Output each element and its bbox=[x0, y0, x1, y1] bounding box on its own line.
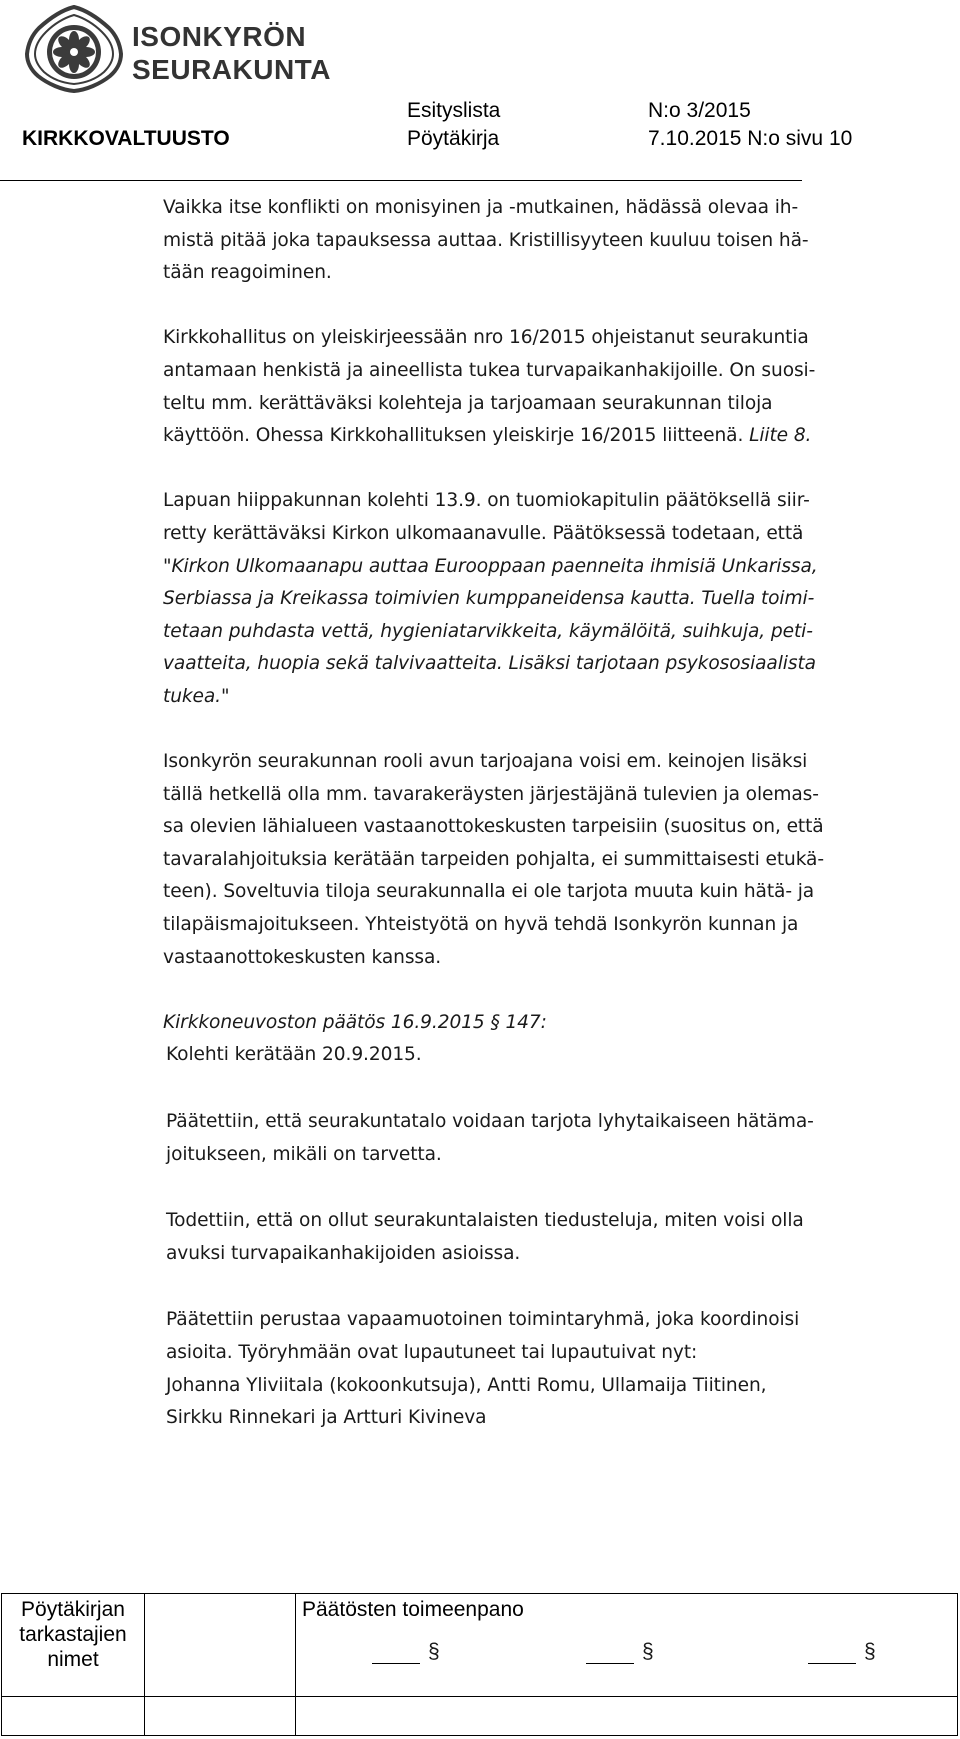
reviewers-label: Pöytäkirjan tarkastajien nimet bbox=[19, 1598, 127, 1671]
collection-quote: Kirkon Ulkomaanapu auttaa Eurooppaan paenneita ihmisiä Unkarissa, Serbiassa ja Kreikassa toimivien kumppaneidensa kautta. Tuella toimi- tetaan puhdasta vettä, hygieniatarvikkeita, käymälöitä, suihkuja, peti- vaatteita, huopia sekä talvivaatteita. Lisäksi tarjotaan psykososiaalista tukea. bbox=[163, 555, 818, 707]
footer-divider-1 bbox=[144, 1594, 145, 1735]
org-name-line2: SEURAKUNTA bbox=[132, 54, 331, 85]
section-field-2[interactable] bbox=[586, 1640, 654, 1664]
section-symbol-1: § bbox=[428, 1640, 440, 1663]
section-blank-1[interactable] bbox=[372, 1643, 420, 1664]
collection-quote-close: " bbox=[221, 685, 230, 707]
section-symbol-2: § bbox=[642, 1640, 654, 1663]
doc-number: N:o 3/2015 bbox=[648, 99, 751, 122]
paragraph-parish-role: Isonkyrön seurakunnan rooli avun tarjoajana voisi em. keinojen lisäksi tällä hetkellä olla mm. tavarakeräysten järjestäjänä tulevien ja olemas- sa olevien lähialueen vastaanottokeskusten tarpeisiin (suositus on, että tavaralahjoituksia kerätään tarpeiden pohjalta, ei summittaisesti etukä- teen). Soveltuvia tiloja seurakunnalla ei ole tarjota muuta kuin hätä- ja tilapäismajoitukseen. Yhteistyötä on hyvä tehdä Isonkyrön kunnan ja vastaanottokeskusten kanssa. bbox=[163, 751, 824, 968]
decision-collection: Kolehti kerätään 20.9.2015. bbox=[166, 1044, 422, 1066]
execution-label: Päätösten toimeenpano bbox=[302, 1598, 524, 1621]
collection-text: Lapuan hiippakunnan kolehti 13.9. on tuomiokapitulin päätöksellä siir- retty kerättäväksi Kirkon ulkomaanavulle. Päätöksessä todetaan, että " bbox=[163, 490, 810, 577]
date-page: 7.10.2015 N:o sivu 10 bbox=[648, 127, 853, 150]
section-blank-2[interactable] bbox=[586, 1643, 634, 1664]
minutes-body bbox=[163, 192, 953, 1435]
paragraph-collection bbox=[163, 485, 953, 713]
decision-heading: Kirkkoneuvoston päätös 16.9.2015 § 147: bbox=[163, 1011, 547, 1033]
church-council-text: Kirkkohallitus on yleiskirjeessään nro 16/2015 ohjeistanut seurakuntia antamaan henkistä ja aineellista tukea turvapaikanhakijoille. On suosi- teltu mm. kerättäväksi kolehteja ja tarjoamaan seurakunnan tiloja käyttöön. Ohessa Kirkkohallituksen yleiskirje 16/2015 liitteenä. bbox=[163, 327, 816, 447]
org-name-line1: ISONKYRÖN bbox=[132, 21, 307, 52]
section-field-1[interactable] bbox=[372, 1640, 440, 1664]
footer-row-divider bbox=[2, 1696, 957, 1697]
section-blank-3[interactable] bbox=[808, 1643, 856, 1664]
body-name: KIRKKOVALTUUSTO bbox=[22, 127, 230, 150]
section-field-3[interactable] bbox=[808, 1640, 876, 1664]
decision-inquiries: Todettiin, että on ollut seurakuntalaisten tiedusteluja, miten voisi olla avuksi turvapaikanhakijoiden asioissa. bbox=[166, 1210, 804, 1264]
paragraph-conflict: Vaikka itse konflikti on monisyinen ja -mutkainen, hädässä olevaa ih- mistä pitää joka tapauksessa auttaa. Kristillisyyteen kuuluu toisen hä- tään reagoiminen. bbox=[163, 197, 809, 284]
decision-working-group: Päätettiin perustaa vapaamuotoinen toimintaryhmä, joka koordinoisi asioita. Työryhmään ovat lupautuneet tai lupautuivat nyt: Johanna Yliviitala (kokoonkutsuja), Antti Romu, Ullamaija Tiitinen, Sirkku Rinnekari ja Artturi Kivineva bbox=[166, 1309, 800, 1429]
church-logo-icon bbox=[22, 4, 126, 94]
paragraph-church-council bbox=[163, 322, 953, 452]
section-symbol-3: § bbox=[864, 1640, 876, 1663]
footer-divider-2 bbox=[295, 1594, 296, 1735]
attachment-reference: Liite 8. bbox=[749, 425, 812, 447]
header-divider bbox=[0, 180, 802, 181]
doc-type-minutes: Pöytäkirja bbox=[407, 127, 500, 150]
organization-name bbox=[132, 20, 331, 86]
signature-table bbox=[1, 1593, 958, 1736]
doc-type-agenda: Esityslista bbox=[407, 99, 501, 122]
decision-shelter: Päätettiin, että seurakuntatalo voidaan tarjota lyhytaikaiseen hätäma- joitukseen, mikäli on tarvetta. bbox=[166, 1111, 814, 1165]
